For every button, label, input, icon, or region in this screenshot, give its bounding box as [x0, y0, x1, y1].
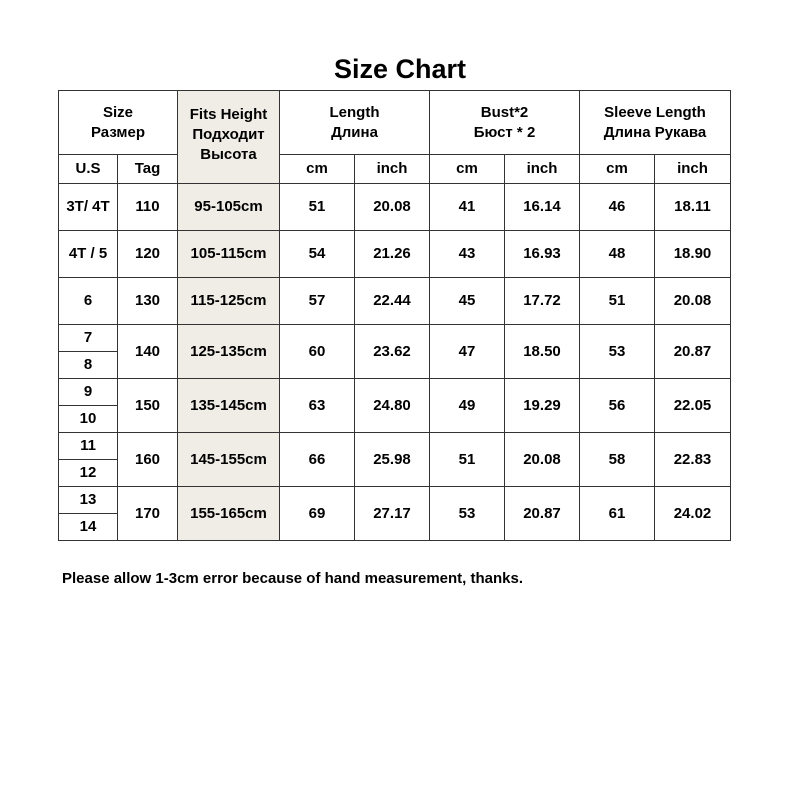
bust-inch-cell: 16.14 — [505, 184, 580, 231]
size-header-ru: Размер — [90, 123, 146, 141]
sleeve-inch-cell: 22.05 — [655, 379, 731, 433]
us-size-cell: 4T / 5 — [59, 231, 118, 278]
fits-height-cell: 95-105cm — [178, 184, 280, 231]
us-size-cell: 7 — [59, 325, 118, 352]
sleeve-inch-cell: 18.90 — [655, 231, 731, 278]
bust-cm-cell: 43 — [430, 231, 505, 278]
fits-height-header — [178, 91, 280, 184]
size-header — [59, 91, 178, 155]
tag-cell: 140 — [118, 325, 178, 379]
bust-header-en: Bust*2 — [480, 103, 529, 121]
bust-cm-header: cm — [430, 155, 505, 184]
table-row — [59, 379, 731, 406]
bust-header — [430, 91, 580, 155]
length-header — [280, 91, 430, 155]
sleeve-inch-header: inch — [655, 155, 731, 184]
size-chart-body — [59, 91, 731, 541]
sleeve-inch-cell: 24.02 — [655, 487, 731, 541]
header-row — [59, 91, 731, 155]
us-size-cell: 10 — [59, 406, 118, 433]
tag-header: Tag — [118, 155, 178, 184]
length-inch-cell: 22.44 — [355, 278, 430, 325]
size-header-en: Size — [102, 103, 133, 121]
sleeve-cm-cell: 48 — [580, 231, 655, 278]
fits-height-header-ru-2: Высота — [200, 146, 257, 163]
table-row — [59, 278, 731, 325]
length-cm-cell: 51 — [280, 184, 355, 231]
us-size-cell: 3T/ 4T — [59, 184, 118, 231]
sleeve-cm-header: cm — [580, 155, 655, 184]
length-header-en: Length — [329, 103, 380, 121]
length-cm-cell: 57 — [280, 278, 355, 325]
us-size-cell: 9 — [59, 379, 118, 406]
fits-height-cell: 105-115cm — [178, 231, 280, 278]
sleeve-cm-cell: 51 — [580, 278, 655, 325]
bust-inch-cell: 20.08 — [505, 433, 580, 487]
fits-height-cell: 125-135cm — [178, 325, 280, 379]
length-inch-cell: 23.62 — [355, 325, 430, 379]
sleeve-header-ru: Длина Рукава — [603, 123, 707, 141]
us-size-cell: 12 — [59, 460, 118, 487]
tag-cell: 150 — [118, 379, 178, 433]
fits-height-header-ru-1: Подходит — [192, 126, 265, 143]
bust-cm-cell: 45 — [430, 278, 505, 325]
fits-height-cell: 155-165cm — [178, 487, 280, 541]
length-cm-header: cm — [280, 155, 355, 184]
us-size-cell: 11 — [59, 433, 118, 460]
bust-inch-cell: 16.93 — [505, 231, 580, 278]
fits-height-cell: 115-125cm — [178, 278, 280, 325]
bust-header-ru: Бюст * 2 — [473, 123, 536, 141]
size-chart-table — [58, 90, 731, 541]
bust-cm-cell: 53 — [430, 487, 505, 541]
chart-title: Size Chart — [333, 54, 467, 84]
length-cm-cell: 66 — [280, 433, 355, 487]
length-cm-cell: 54 — [280, 231, 355, 278]
bust-inch-cell: 18.50 — [505, 325, 580, 379]
fits-height-cell: 135-145cm — [178, 379, 280, 433]
fits-height-cell: 145-155cm — [178, 433, 280, 487]
tag-cell: 130 — [118, 278, 178, 325]
bust-cm-cell: 47 — [430, 325, 505, 379]
bust-inch-cell: 20.87 — [505, 487, 580, 541]
sleeve-cm-cell: 58 — [580, 433, 655, 487]
sleeve-cm-cell: 46 — [580, 184, 655, 231]
table-row — [59, 433, 731, 460]
us-header: U.S — [59, 155, 118, 184]
sleeve-inch-cell: 18.11 — [655, 184, 731, 231]
table-row — [59, 487, 731, 514]
table-row — [59, 325, 731, 352]
tag-cell: 170 — [118, 487, 178, 541]
us-size-cell: 8 — [59, 352, 118, 379]
tag-cell: 110 — [118, 184, 178, 231]
length-inch-cell: 25.98 — [355, 433, 430, 487]
length-inch-cell: 24.80 — [355, 379, 430, 433]
sleeve-inch-cell: 20.08 — [655, 278, 731, 325]
subheader-row — [59, 155, 731, 184]
sleeve-cm-cell: 61 — [580, 487, 655, 541]
length-header-ru: Длина — [331, 123, 378, 141]
bust-inch-cell: 19.29 — [505, 379, 580, 433]
bust-cm-cell: 41 — [430, 184, 505, 231]
length-inch-cell: 27.17 — [355, 487, 430, 541]
length-cm-cell: 60 — [280, 325, 355, 379]
sleeve-header-en: Sleeve Length — [604, 103, 706, 121]
sleeve-inch-cell: 20.87 — [655, 325, 731, 379]
bust-inch-cell: 17.72 — [505, 278, 580, 325]
length-inch-cell: 21.26 — [355, 231, 430, 278]
us-size-cell: 14 — [59, 514, 118, 541]
length-inch-cell: 20.08 — [355, 184, 430, 231]
us-size-cell: 6 — [59, 278, 118, 325]
bust-cm-cell: 51 — [430, 433, 505, 487]
bust-cm-cell: 49 — [430, 379, 505, 433]
bust-inch-header: inch — [505, 155, 580, 184]
length-cm-cell: 63 — [280, 379, 355, 433]
length-cm-cell: 69 — [280, 487, 355, 541]
tag-cell: 120 — [118, 231, 178, 278]
measurement-note: Please allow 1-3cm error because of hand measurement, thanks. — [62, 570, 524, 587]
sleeve-header — [580, 91, 731, 155]
table-row — [59, 231, 731, 278]
fits-height-header-en: Fits Height — [189, 106, 268, 123]
length-inch-header: inch — [355, 155, 430, 184]
tag-cell: 160 — [118, 433, 178, 487]
us-size-cell: 13 — [59, 487, 118, 514]
sleeve-cm-cell: 56 — [580, 379, 655, 433]
sleeve-cm-cell: 53 — [580, 325, 655, 379]
table-row — [59, 184, 731, 231]
sleeve-inch-cell: 22.83 — [655, 433, 731, 487]
